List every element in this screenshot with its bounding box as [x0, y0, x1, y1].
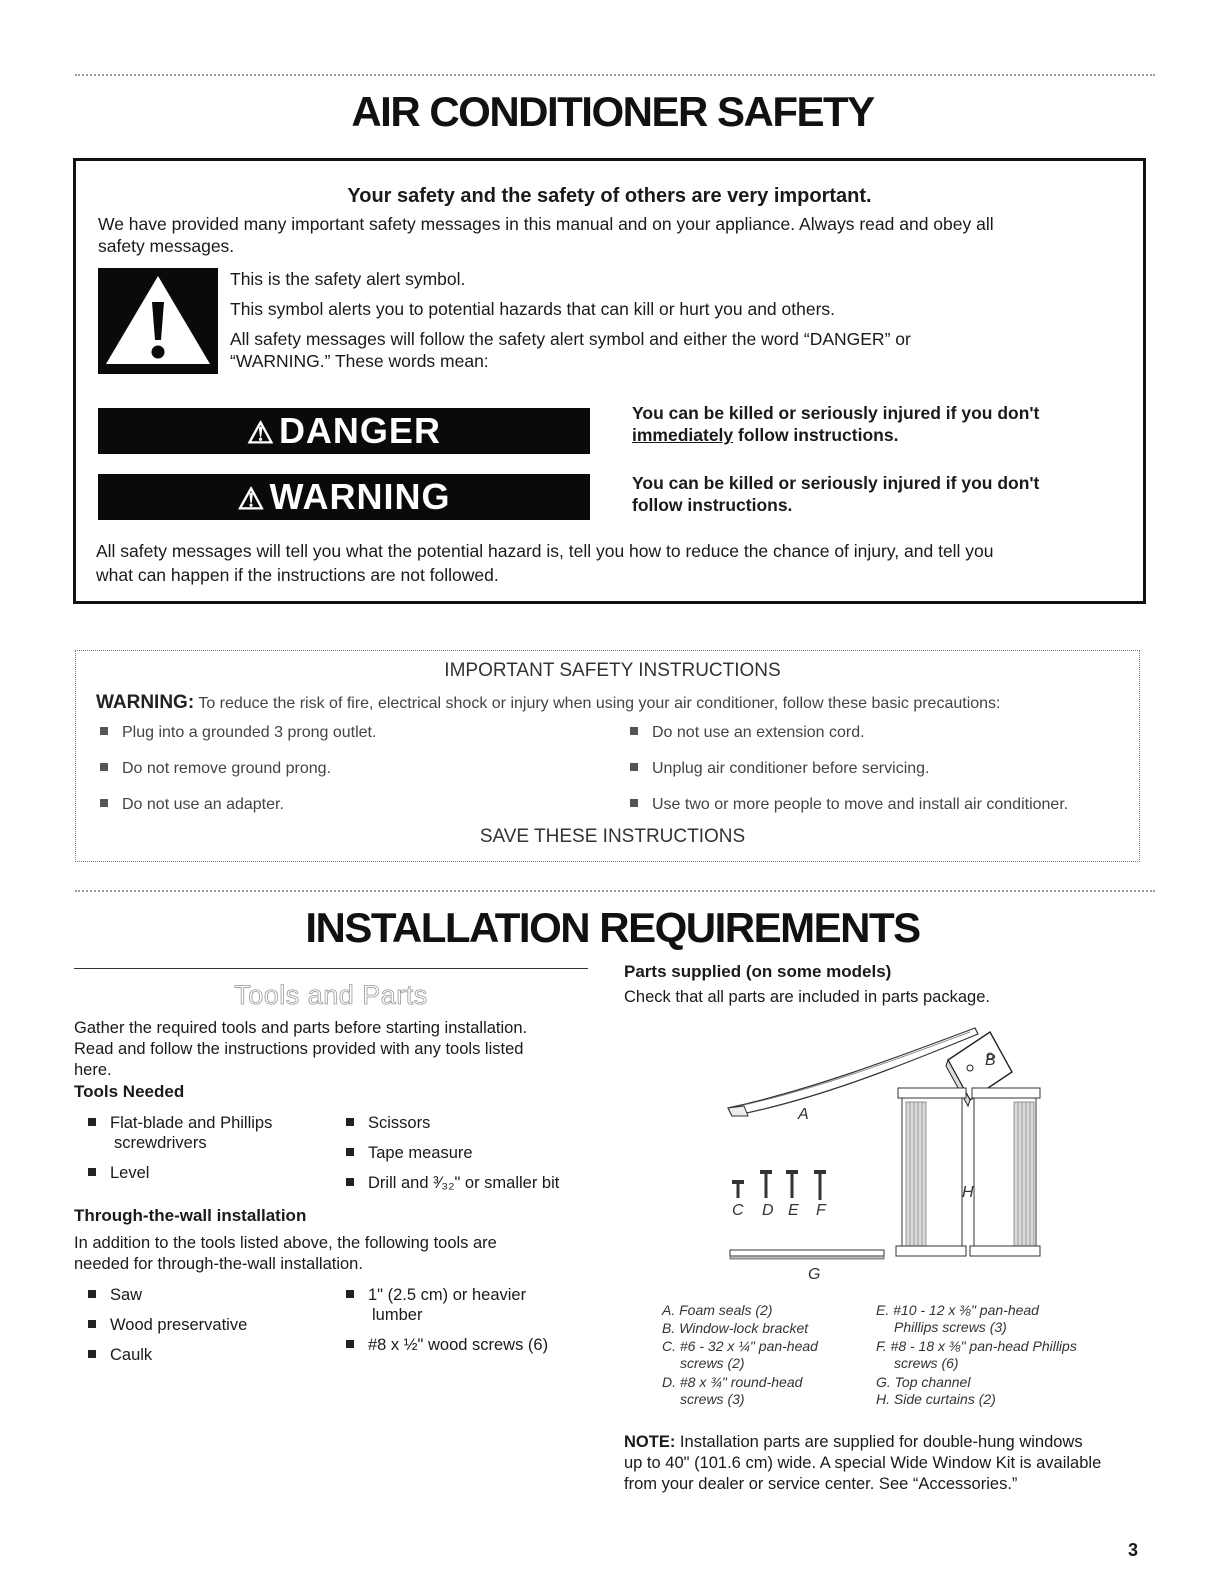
isi-left-item-text: Do not use an adapter.: [122, 796, 284, 813]
tool-item-continued: screwdrivers: [114, 1134, 207, 1152]
top-channel-part: [730, 1250, 884, 1259]
warning-triangle-icon: ⚠: [247, 417, 275, 450]
ttw-line-2: needed for through-the-wall installation.: [74, 1255, 363, 1273]
part-label: E. #10 - 12 x ⅜" pan-head: [876, 1302, 1039, 1318]
warning-triangle-icon: ⚠: [237, 483, 266, 516]
safety-alert-symbol-icon: [98, 268, 218, 374]
closing-line-2: what can happen if the instructions are not followed.: [96, 565, 499, 585]
bullet-icon: [630, 727, 638, 735]
bullet-icon: [88, 1290, 96, 1298]
tools-needed-heading: Tools Needed: [74, 1082, 185, 1101]
symbol-line-2: This symbol alerts you to potential hazards that can kill or hurt you and others.: [230, 299, 836, 319]
symbol-line-3: All safety messages will follow the safety alert symbol and either the word “DANGER” or: [230, 329, 911, 349]
isi-warning-text: To reduce the risk of fire, electrical shock or injury when using your air conditioner, follow these basic precautions:: [194, 695, 1001, 712]
diagram-letter: F: [816, 1202, 826, 1219]
page-number: 3: [1128, 1540, 1139, 1560]
tool-item-text: Scissors: [368, 1114, 431, 1132]
part-label: screws (3): [680, 1391, 745, 1407]
danger-signal-panel: [98, 408, 590, 454]
part-label: G. Top channel: [876, 1374, 971, 1390]
diagram-letter: A: [798, 1106, 809, 1123]
danger-text-1: You can be killed or seriously injured if you don't: [632, 403, 1040, 423]
ttw-item-text: 1" (2.5 cm) or heavier: [368, 1286, 527, 1304]
tool-item: [88, 1112, 272, 1134]
gather-line-3: here.: [74, 1061, 112, 1079]
ttw-item: [346, 1334, 548, 1356]
bullet-icon: [88, 1118, 96, 1126]
gather-line-2: Read and follow the instructions provided with any tools listed: [74, 1040, 524, 1058]
part-label: H. Side curtains (2): [876, 1391, 996, 1407]
section-heading-installation: INSTALLATION REQUIREMENTS: [305, 904, 920, 951]
ttw-item-text: Saw: [110, 1286, 143, 1304]
bullet-icon: [88, 1350, 96, 1358]
parts-diagram: [720, 1020, 1060, 1290]
bullet-icon: [346, 1340, 354, 1348]
diagram-letter: G: [808, 1266, 821, 1283]
ttw-item: [88, 1284, 142, 1306]
warning-signal-panel: [98, 474, 590, 520]
safety-box-title: Your safety and the safety of others are very important.: [347, 185, 872, 207]
danger-text-2-rest: follow instructions.: [733, 425, 899, 445]
isi-warning: [96, 692, 1000, 714]
isi-left-item: [100, 796, 284, 814]
ttw-item-text: Caulk: [110, 1346, 153, 1364]
isi-left-item: [100, 724, 376, 742]
bullet-icon: [100, 799, 108, 807]
bullet-icon: [346, 1178, 354, 1186]
symbol-line-4: “WARNING.” These words mean:: [230, 351, 489, 371]
tool-item: [346, 1172, 559, 1194]
tool-item-text: Tape measure: [368, 1144, 473, 1162]
diagram-letter: E: [788, 1202, 799, 1219]
note-line-3: from your dealer or service center. See “Accessories.”: [624, 1475, 1018, 1493]
intro-line-1: We have provided many important safety messages in this manual and on your appliance. Always read and obey all: [98, 214, 994, 234]
bullet-icon: [88, 1168, 96, 1176]
isi-right-item: [630, 796, 1068, 814]
bullet-icon: [630, 799, 638, 807]
closing-line-1: All safety messages will tell you what the potential hazard is, tell you how to reduce the chance of injury, and tell you: [96, 541, 994, 561]
safety-box: [73, 158, 1146, 604]
note-line-1-text: Installation parts are supplied for double-hung windows: [675, 1433, 1083, 1451]
bullet-icon: [346, 1118, 354, 1126]
isi-title: IMPORTANT SAFETY INSTRUCTIONS: [444, 660, 781, 681]
diagram-letter: D: [762, 1202, 774, 1219]
part-label: A. Foam seals (2): [662, 1302, 773, 1318]
parts-line: Check that all parts are included in parts package.: [624, 988, 990, 1006]
isi-left-item: [100, 760, 331, 778]
warning-label: WARNING: [269, 476, 451, 517]
symbol-line-1: This is the safety alert symbol.: [230, 269, 466, 289]
diagram-letter: C: [732, 1202, 744, 1219]
warning-text-1: You can be killed or seriously injured if you don't: [632, 473, 1040, 493]
isi-right-item-text: Use two or more people to move and install air conditioner.: [652, 796, 1069, 813]
bullet-icon: [88, 1320, 96, 1328]
tool-item-text: Flat-blade and Phillips: [110, 1114, 273, 1132]
section-heading-safety: AIR CONDITIONER SAFETY: [351, 88, 874, 135]
part-label: B. Window-lock bracket: [662, 1320, 809, 1336]
ttw-item-text: Wood preservative: [110, 1316, 248, 1334]
bullet-icon: [346, 1148, 354, 1156]
tool-item: [346, 1112, 430, 1134]
isi-right-item: [630, 724, 865, 742]
ttw-item-continued: lumber: [372, 1306, 423, 1324]
danger-emphasis: immediately: [632, 425, 734, 445]
diagram-letter: H: [962, 1184, 974, 1201]
ttw-line-1: In addition to the tools listed above, the following tools are: [74, 1234, 497, 1252]
bullet-icon: [630, 763, 638, 771]
bullet-icon: [100, 727, 108, 735]
tool-item: [346, 1142, 473, 1164]
side-curtains-part: [896, 1088, 1040, 1256]
ttw-item: [346, 1284, 526, 1306]
isi-footer: SAVE THESE INSTRUCTIONS: [479, 826, 746, 847]
ttw-item-text: #8 x ½" wood screws (6): [368, 1336, 549, 1354]
tools-parts-title: Tools and Parts: [234, 980, 428, 1010]
note-line-1: [624, 1432, 1083, 1453]
isi-left-item-text: Do not remove ground prong.: [122, 760, 332, 777]
ttw-heading: Through-the-wall installation: [74, 1206, 307, 1225]
tool-item-text: Drill and ³⁄₃₂" or smaller bit: [368, 1174, 560, 1192]
diagram-letter: B: [985, 1052, 996, 1069]
note-label: NOTE:: [624, 1433, 676, 1451]
ttw-item: [88, 1314, 247, 1336]
part-label: screws (2): [680, 1355, 745, 1371]
part-label: screws (6): [894, 1355, 959, 1371]
bullet-icon: [346, 1290, 354, 1298]
parts-heading: Parts supplied (on some models): [624, 962, 892, 981]
part-label: D. #8 x ¾" round-head: [662, 1374, 803, 1390]
note-line-2: up to 40" (101.6 cm) wide. A special Wide Window Kit is available: [624, 1454, 1102, 1472]
isi-right-item-text: Do not use an extension cord.: [652, 724, 865, 741]
ttw-item: [88, 1344, 152, 1366]
part-label: Phillips screws (3): [894, 1319, 1007, 1335]
part-label: F. #8 - 18 x ⅜" pan-head Phillips: [876, 1338, 1077, 1354]
mid-rule: [75, 890, 1155, 892]
isi-left-item-text: Plug into a grounded 3 prong outlet.: [122, 724, 377, 741]
top-rule: [75, 74, 1155, 76]
danger-label: DANGER: [278, 410, 441, 451]
tool-item-text: Level: [110, 1164, 150, 1182]
tools-parts-rule: [74, 968, 588, 969]
intro-line-2: safety messages.: [98, 236, 235, 256]
screws-part: [732, 1170, 826, 1200]
tool-item: [88, 1162, 149, 1184]
gather-line-1: Gather the required tools and parts before starting installation.: [74, 1019, 528, 1037]
warning-text-2: follow instructions.: [632, 495, 793, 515]
bullet-icon: [100, 763, 108, 771]
part-label: C. #6 - 32 x ¼" pan-head: [662, 1338, 818, 1354]
isi-warning-label: WARNING:: [96, 692, 195, 713]
isi-right-item: [630, 760, 929, 778]
isi-right-item-text: Unplug air conditioner before servicing.: [652, 760, 930, 777]
danger-text-2: [632, 424, 898, 446]
